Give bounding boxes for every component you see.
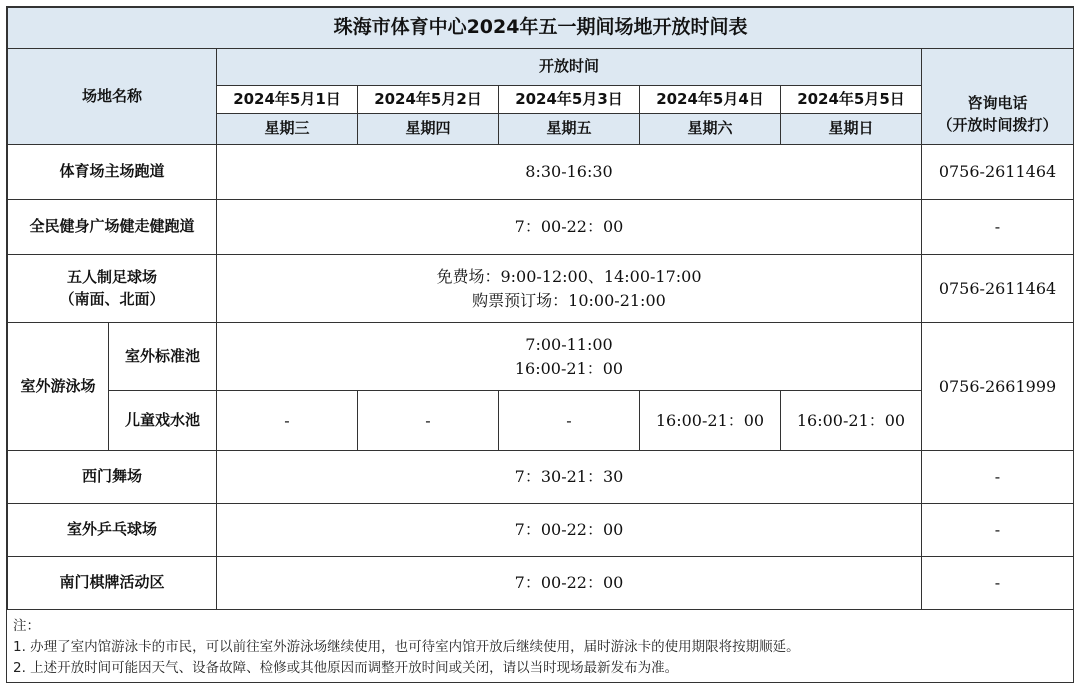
open-time-header: 开放时间: [217, 49, 922, 86]
kids-pool-time-1: -: [217, 391, 358, 451]
venue-name-kids-pool: 儿童戏水池: [109, 391, 217, 451]
kids-pool-time-2: -: [358, 391, 499, 451]
date-header-5: 2024年5月5日: [781, 86, 922, 114]
date-header-1: 2024年5月1日: [217, 86, 358, 114]
weekday-header-1: 星期三: [217, 114, 358, 145]
table-row: [8, 391, 1074, 451]
date-header-4: 2024年5月4日: [640, 86, 781, 114]
weekday-header-5: 星期日: [781, 114, 922, 145]
time-fitness: 7：00-22：00: [217, 200, 922, 255]
notes-label: 注：: [13, 618, 40, 634]
time-chess: 7：00-22：00: [217, 557, 922, 610]
time-stadium: 8:30-16:30: [217, 145, 922, 200]
time-standard-pool: [217, 323, 922, 391]
table-row: [8, 323, 1074, 391]
standard-pool-time-line2: 16:00-21：00: [514, 358, 624, 378]
phone-football: 0756-2611464: [922, 255, 1074, 323]
table-row: [8, 200, 1074, 255]
kids-pool-time-4: 16:00-21：00: [640, 391, 781, 451]
table-title: 珠海市体育中心2024年五一期间场地开放时间表: [8, 8, 1074, 49]
time-pingpong: 7：00-22：00: [217, 504, 922, 557]
phone-pool: 0756-2661999: [922, 323, 1074, 451]
phone-chess: -: [922, 557, 1074, 610]
phone-stadium: 0756-2611464: [922, 145, 1074, 200]
phone-fitness: -: [922, 200, 1074, 255]
venue-name-standard-pool: 室外标准池: [109, 323, 217, 391]
table-row: [8, 451, 1074, 504]
time-football: [217, 255, 922, 323]
date-header-2: 2024年5月2日: [358, 86, 499, 114]
phone-dance: -: [922, 451, 1074, 504]
football-time-line2: 购票预订场：10:00-21:00: [472, 290, 666, 310]
weekday-header-3: 星期五: [499, 114, 640, 145]
venue-name-fitness: 全民健身广场健走健跑道: [8, 200, 217, 255]
table-row: [8, 145, 1074, 200]
football-name-line1: 五人制足球场: [66, 267, 157, 286]
date-header-3: 2024年5月3日: [499, 86, 640, 114]
phone-pingpong: -: [922, 504, 1074, 557]
venue-name-football: [8, 255, 217, 323]
venue-name-pingpong: 室外乒乓球场: [8, 504, 217, 557]
schedule-table: [7, 7, 1074, 610]
venue-group-pool: 室外游泳场: [8, 323, 109, 451]
standard-pool-time-line1: 7:00-11:00: [525, 335, 613, 355]
table-row: [8, 504, 1074, 557]
weekday-header-4: 星期六: [640, 114, 781, 145]
football-name-line2: （南面、北面）: [59, 289, 165, 308]
venue-name-stadium: 体育场主场跑道: [8, 145, 217, 200]
note-item-2: 2. 上述开放时间可能因天气、设备故障、检修或其他原因而调整开放时间或关闭，请以当时现场最新发布为准。: [13, 660, 679, 676]
venue-name-dance: 西门舞场: [8, 451, 217, 504]
kids-pool-time-3: -: [499, 391, 640, 451]
table-row: [8, 255, 1074, 323]
phone-column-header: [922, 86, 1074, 145]
kids-pool-time-5: 16:00-21：00: [781, 391, 922, 451]
notes-section: [7, 610, 1073, 679]
venue-column-header: 场地名称: [8, 49, 217, 145]
table-row: [8, 557, 1074, 610]
football-time-line1: 免费场：9:00-12:00、14:00-17:00: [436, 267, 702, 287]
phone-header-line2: （开放时间拨打）: [937, 115, 1058, 134]
venue-name-chess: 南门棋牌活动区: [8, 557, 217, 610]
weekday-header-2: 星期四: [358, 114, 499, 145]
time-dance: 7：30-21：30: [217, 451, 922, 504]
note-item-1: 1. 办理了室内馆游泳卡的市民，可以前往室外游泳场继续使用，也可待室内馆开放后继续使用，届时游泳卡的使用期限将按期顺延。: [13, 639, 800, 655]
phone-header-line1: 咨询电话: [967, 94, 1028, 112]
schedule-sheet: [6, 6, 1074, 683]
